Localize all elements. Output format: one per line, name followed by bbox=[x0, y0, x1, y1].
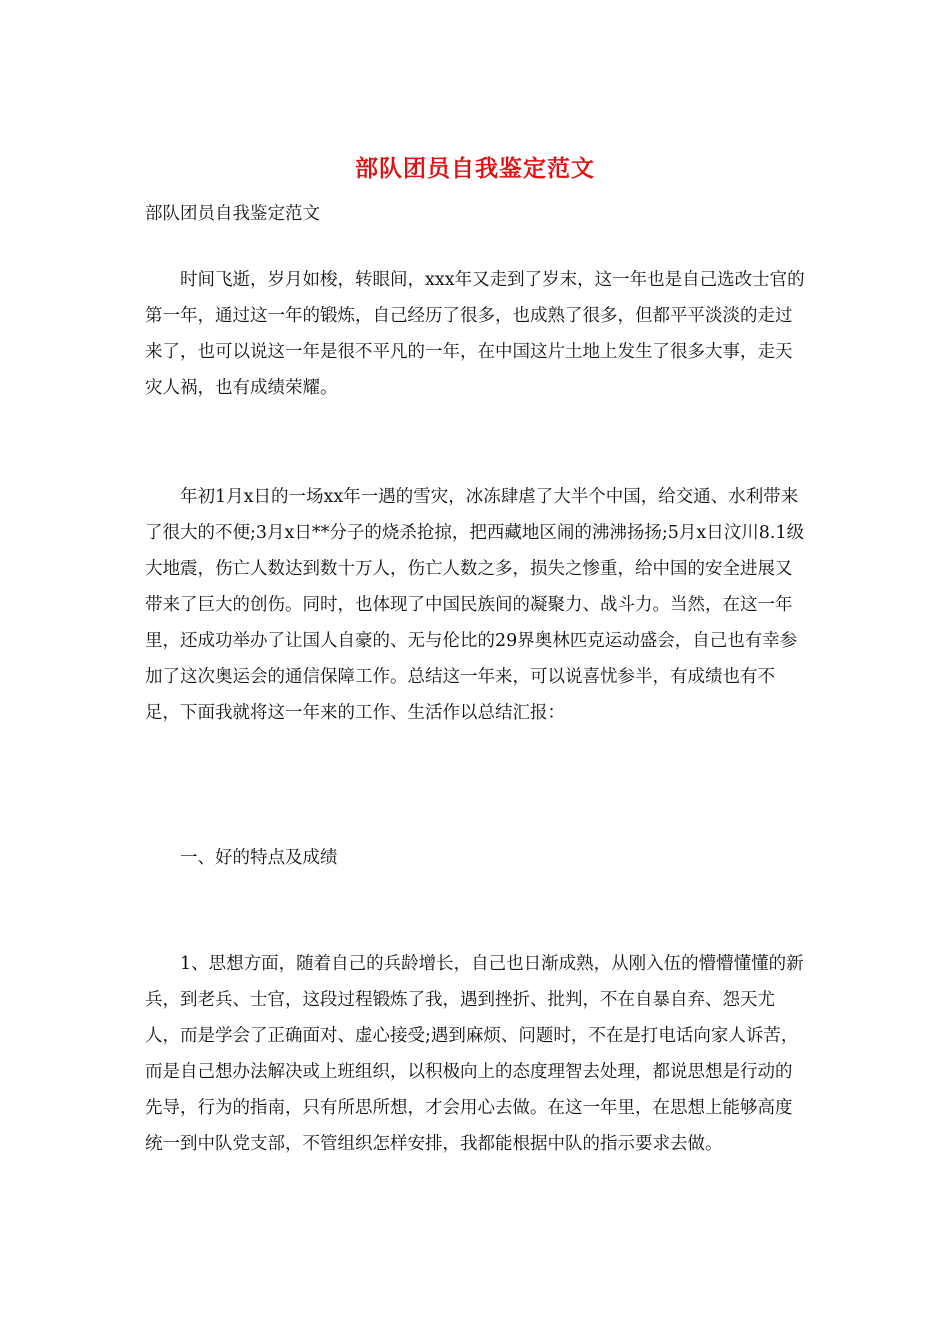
paragraph-thinking: 1、思想方面，随着自己的兵龄增长，自己也日渐成熟，从刚入伍的懵懵懂懂的新兵，到老兵、士官，这段过程锻炼了我，遇到挫折、批判，不在自暴自弃、怨天尤人，而是学会了正确面对、虚心接受;遇到麻烦、问题时，不在是打电话向家人诉苦，而是自己想办法解决或上班组织，以积极向上的态度理智去处理，都说思想是行动的先导，行为的指南，只有所思所想，才会用心去做。在这一年里，在思想上能够高度统一到中队党支部，不管组织怎样安排，我都能根据中队的指示要求去做。 bbox=[145, 954, 804, 1154]
document-subtitle: 部队团员自我鉴定范文 bbox=[145, 204, 320, 224]
section-heading: 一、好的特点及成绩 bbox=[180, 848, 338, 868]
paragraph-events: 年初1月x日的一场xx年一遇的雪灾，冰冻肆虐了大半个中国，给交通、水利带来了很大的不便;3月x日**分子的烧杀抢掠，把西藏地区闹的沸沸扬扬;5月x日汶川8.1级大地震，伤亡人数达到数十万人，伤亡人数之多，损失之惨重，给中国的安全进展又带来了巨大的创伤。同时，也体现了中国民族间的凝聚力、战斗力。当然，在这一年里，还成功举办了让国人自豪的、无与伦比的29界奥林匹克运动盛会，自己也有幸参加了这次奥运会的通信保障工作。总结这一年来，可以说喜忧参半，有成绩也有不足，下面我就将这一年来的工作、生活作以总结汇报： bbox=[145, 487, 805, 723]
document-title: 部队团员自我鉴定范文 bbox=[355, 155, 595, 182]
paragraph-intro: 时间飞逝，岁月如梭，转眼间，xxx年又走到了岁末，这一年也是自己选改士官的第一年，通过这一年的锻炼，自己经历了很多，也成熟了很多，但都平平淡淡的走过来了，也可以说这一年是很不平凡的一年，在中国这片土地上发生了很多大事，走天灾人祸，也有成绩荣耀。 bbox=[145, 270, 805, 398]
